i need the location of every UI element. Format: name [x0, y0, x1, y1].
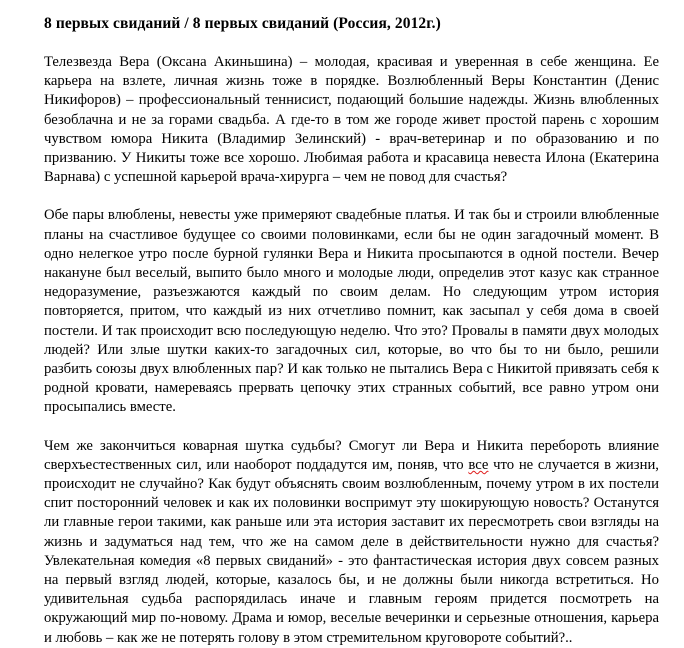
page-title: 8 первых свиданий / 8 первых свиданий (Россия, 2012г.)	[44, 15, 441, 32]
spell-error-word[interactable]: все	[468, 456, 489, 473]
paragraph-2: Обе пары влюблены, невесты уже примеряют свадебные платья. И так бы и строили влюбленные планы на счастливое будущее со своими половинками, если бы не один загадочный момент. В одно нелегкое утро после бурной гулянки Вера и Никита просыпаются в одной постели. Вечер накануне был веселый, выпито было много и молодые люди, определив этот казус как странное недоразумение, разъезжаются каждый по своим делам. Но следующим утром история повторяется, притом, что каждый из них отчетливо помнит, как засыпал у себя дома в своей постели. И так происходит всю последующую неделю. Что это? Провалы в памяти двух молодых людей? Или злые шутки каких-то загадочных сил, которые, во что бы то ни было, решили разбить союзы двух влюбленных пар? И как только не пытались Вера с Никитой привязать себя к родной кровати, намереваясь прервать цепочку этих странных событий, все равно утром они просыпались вместе.	[44, 207, 659, 416]
paragraph-1: Телезвезда Вера (Оксана Акиньшина) – молодая, красивая и уверенная в себе женщина. Ее карьера на взлете, личная жизнь тоже в порядке. Возлюбленный Веры Константин (Денис Никифоров) – профессиональный теннисист, подающий большие надежды. Жизнь влюбленных безоблачна и не за горами свадьба. А где-то в том же городе живет простой парень с хорошим чувством юмора Никита (Владимир Зелинский) - врач-ветеринар и по образованию и по призванию. У Никиты тоже все хорошо. Любимая работа и красавица невеста Илона (Екатерина Варнава) с успешной карьерой врача-хирурга – чем не повод для счастья?	[44, 54, 659, 186]
paragraph-3	[44, 437, 659, 648]
paragraph-3-segment-lead: Чем же закончиться коварная шутка судьбы? Смогут ли Вера и Никита перебороть влияние сверхъестественных сил, или наоборот поддадутся им, поняв, что	[44, 437, 659, 473]
paragraph-3-segment-tail: что не случается в жизни, происходит не случайно? Как будут объяснять своим возлюбленным, почему утром в их постели спит посторонний человек и как их половинки воспримут эту шокирующую новость? Останутся ли главные герои такими, как раньше или эта история заставит их пересмотреть свои взгляды на жизнь и задуматься над тем, что же на самом деле в действительности нужно для счастья? Увлекательная комедия «8 первых свиданий» - это фантастическая история двух совсем разных на первый взгляд людей, которые, казалось бы, и не должны были никогда встретиться. Но удивительная судьба распорядилась иначе и главным героям придется посмотреть на окружающий мир по-новому. Драма и юмор, веселые вечеринки и серьезные отношения, карьера и любовь – как же не потерять голову в этом стремительном круговороте событий?..	[44, 456, 659, 646]
